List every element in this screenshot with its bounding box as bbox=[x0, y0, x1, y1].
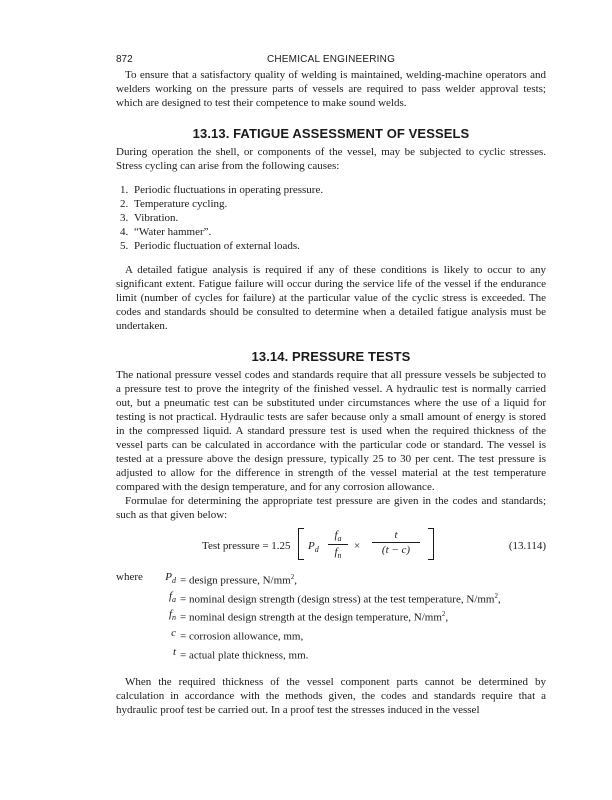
causes-list bbox=[116, 183, 546, 253]
list-item: 5. Periodic fluctuation of external loads. bbox=[120, 240, 300, 252]
fatigue-analysis-paragraph: A detailed fatigue analysis is required if any of these conditions is likely to occur to any significant extent. Fatigue failure will occur during the service life of the vessel if the endurance limit (number of cycles for failure) at the particular value of the cyclic stress is exceeded. The codes and standards should be consulted to determine when a detailed fatigue analysis must be undertaken. bbox=[116, 264, 546, 332]
pressure-tests-body: The national pressure vessel codes and standards require that all pressure vessels be subjected to a pressure test to prove the integrity of the finished vessel. A hydraulic test is normally carried out, but a pneumatic test can be substituted under circumstances where the use of a liquid for testing is not practical. Hydraulic tests are safer because only a small amount of energy is stored in the compressed liquid. A standard pressure test is used when the required thickness of the vessel parts can be calculated in accordance with the particular code or standard. The vessel is tested at a pressure above the design pressure, typically 25 to 30 per cent. The test pressure is adjusted to allow for the difference in strength of the vessel material at the test temperature compared with the design temperature, and for any corrosion allowance. bbox=[116, 369, 546, 493]
definition-row: t = actual plate thickness, mm. bbox=[172, 645, 309, 662]
closing-paragraph: When the required thickness of the vessel component parts cannot be determined by calculation in accordance with the methods given, the codes and standards require that a hydraulic proof test be carried out. In a proof test the stresses induced in the vessel bbox=[116, 676, 546, 717]
strength-ratio: $f_a$ $f_n$ bbox=[328, 529, 348, 560]
definition-row: where $P_d$ = design pressure, $N/mm^2$, bbox=[116, 571, 297, 587]
fatigue-intro: During operation the shell, or components of the vessel, may be subjected to cyclic stresses. Stress cycling can arise from the following causes: bbox=[116, 146, 546, 172]
thickness-ratio: t (t − c) bbox=[372, 529, 420, 556]
left-bracket bbox=[298, 528, 304, 560]
list-item: 1. Periodic fluctuations in operating pressure. bbox=[120, 184, 324, 196]
definition-row: $f_n$ = nominal design strength at the design temperature, $N/mm^2$, bbox=[168, 608, 449, 624]
formulae-intro: Formulae for determining the appropriate test pressure are given in the codes and standards; such as that given below: bbox=[116, 495, 546, 521]
test-pressure-equation bbox=[116, 528, 546, 566]
equation-lhs: Test pressure = 1.25 bbox=[202, 540, 291, 552]
page bbox=[116, 52, 546, 717]
page-number: 872 bbox=[116, 54, 133, 65]
list-item: 3. Vibration. bbox=[120, 212, 179, 224]
times-sign: × bbox=[354, 540, 361, 552]
equation-pd: $P_d$ bbox=[308, 540, 319, 555]
definition-row: $f_a$ = nominal design strength (design stress) at the test temperature, $N/mm^2$, bbox=[168, 589, 501, 606]
heading-fatigue: 13.13. FATIGUE ASSESSMENT OF VESSELS bbox=[192, 126, 470, 141]
definition-row: c = corrosion allowance, mm, bbox=[171, 626, 304, 643]
equation-number: (13.114) bbox=[508, 540, 546, 552]
right-bracket bbox=[428, 528, 434, 560]
running-title: CHEMICAL ENGINEERING bbox=[266, 54, 396, 65]
heading-pressure-tests: 13.14. PRESSURE TESTS bbox=[251, 349, 411, 364]
list-item: 2. Temperature cycling. bbox=[120, 198, 228, 210]
intro-paragraph: To ensure that a satisfactory quality of welding is maintained, welding-machine operators and welders working on the pressure parts of vessels are required to pass welder approval tests; which are designed to test their competence to make sound welds. bbox=[116, 69, 546, 109]
list-item: 4. “Water hammer”. bbox=[120, 226, 212, 238]
page-header bbox=[116, 52, 546, 68]
variable-definitions bbox=[116, 570, 546, 663]
